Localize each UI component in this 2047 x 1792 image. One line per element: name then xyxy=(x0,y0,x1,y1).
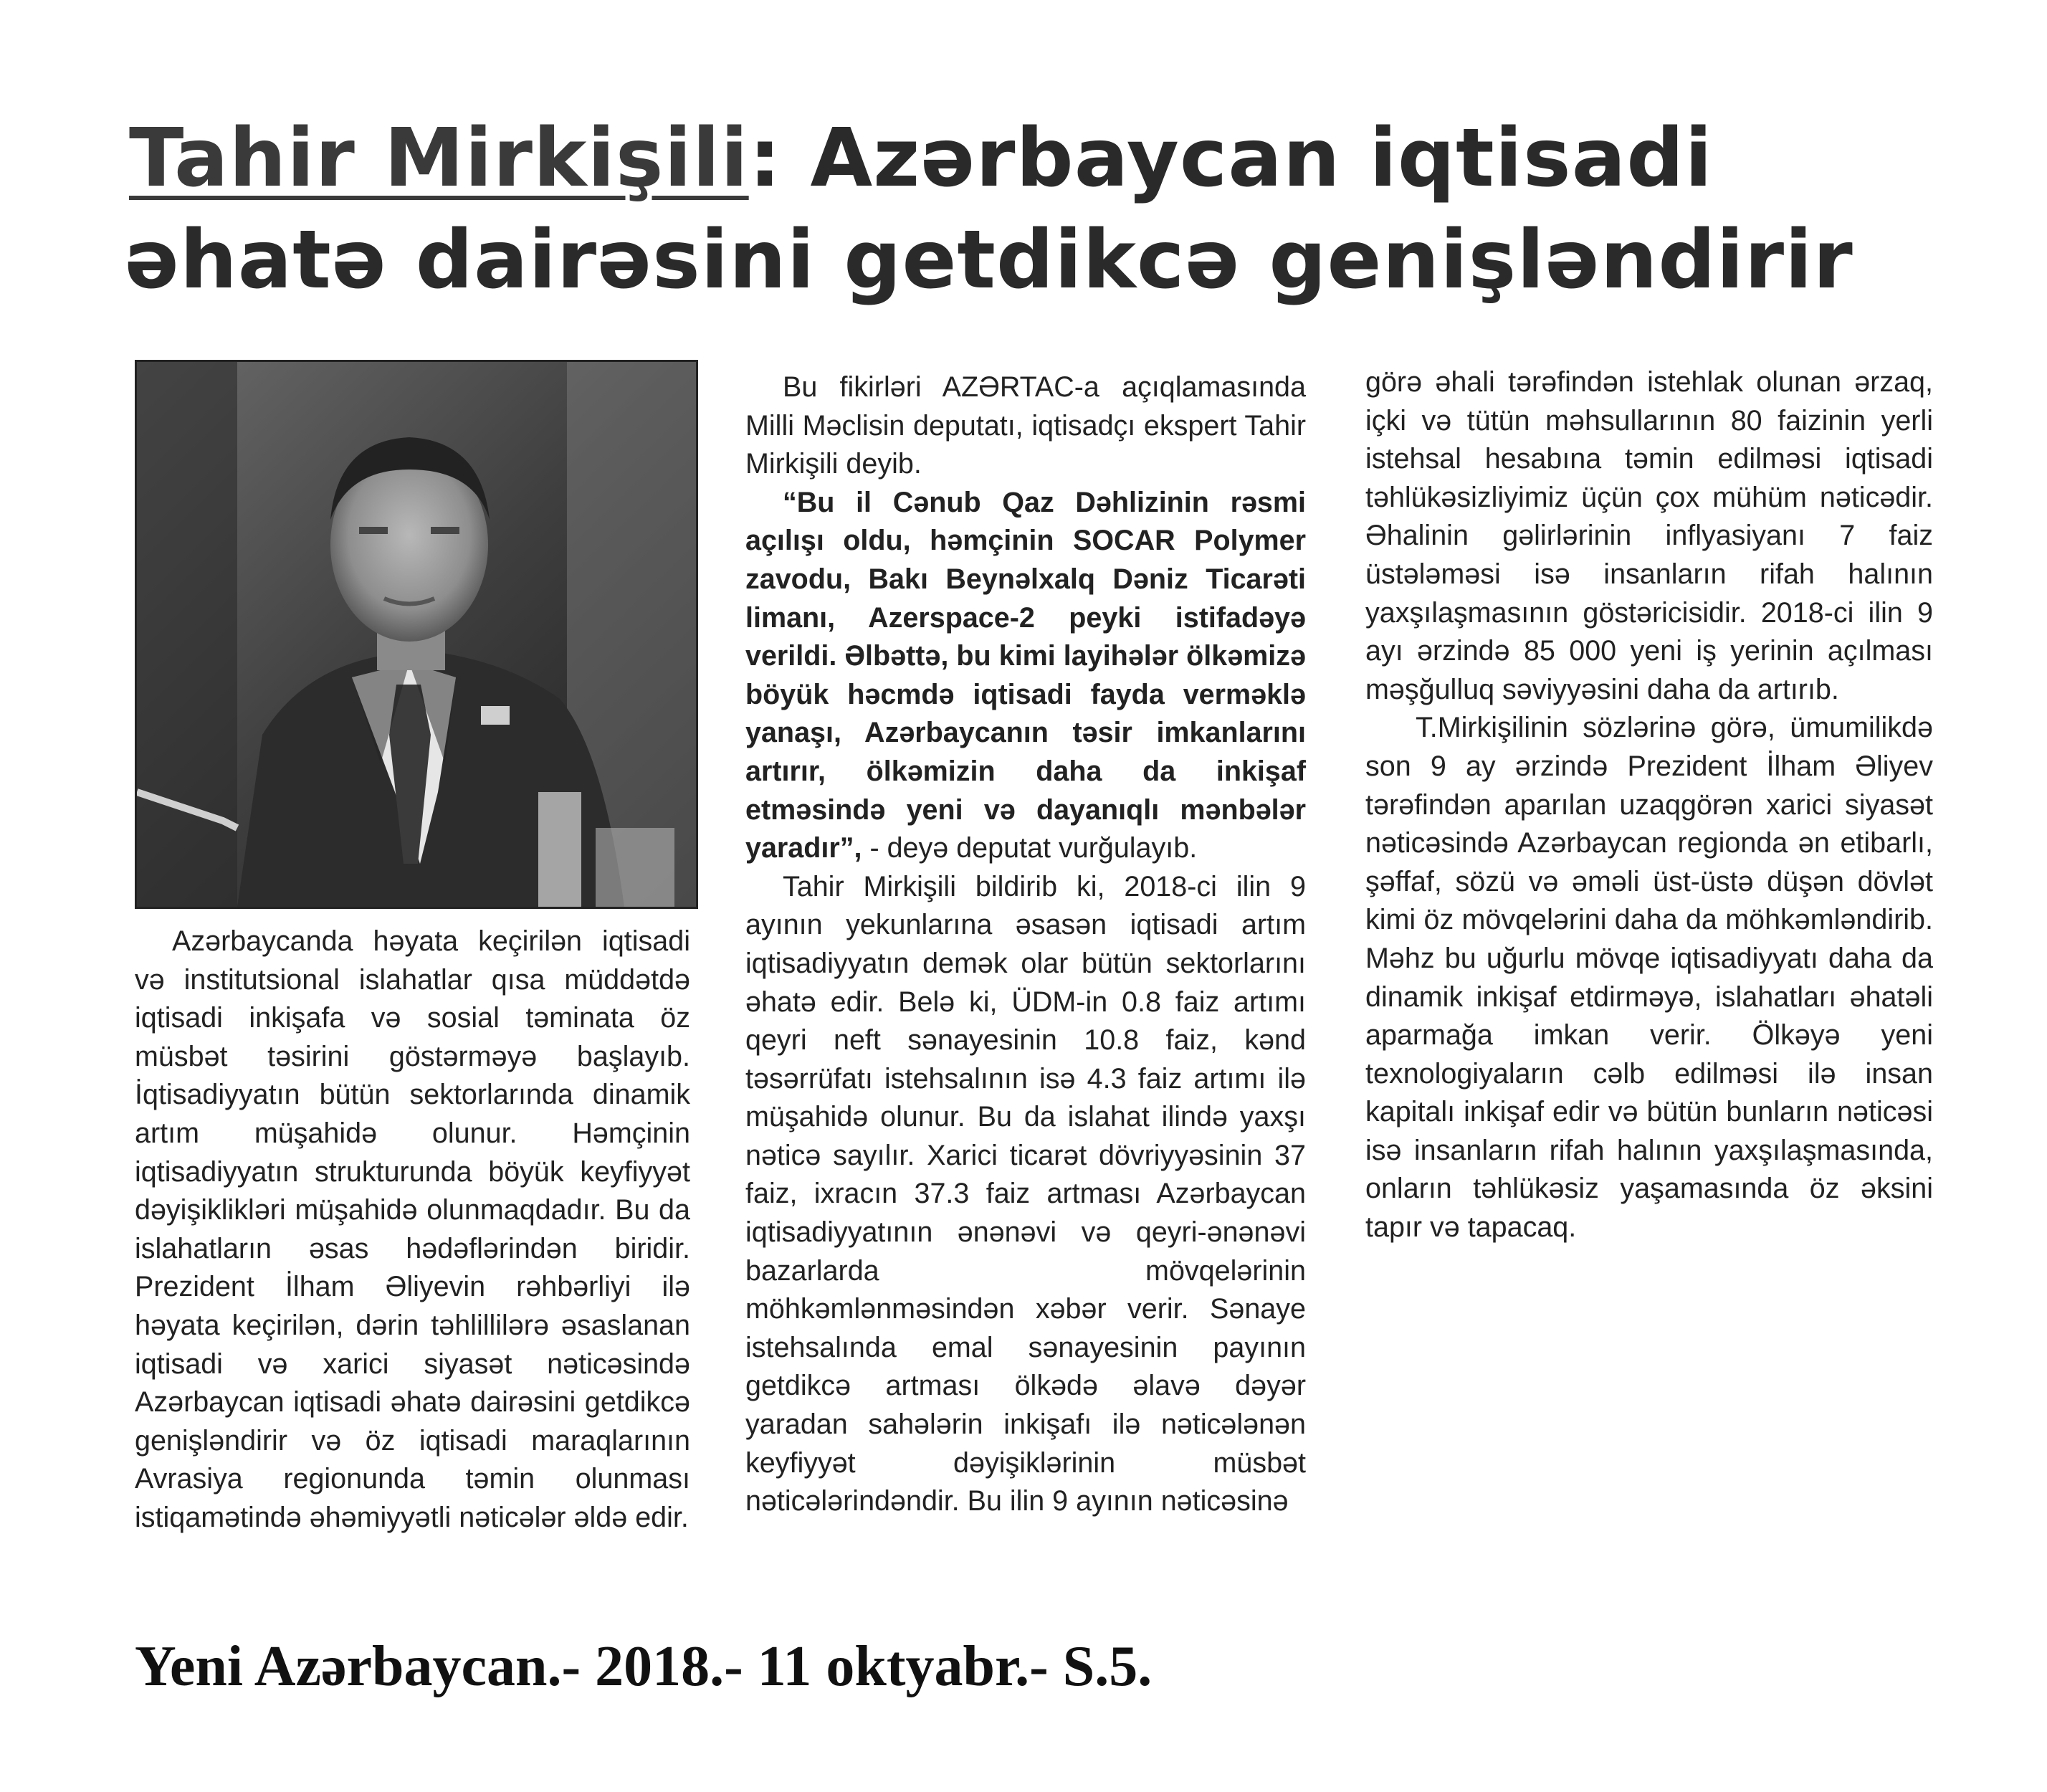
article-photo xyxy=(135,360,698,909)
headline-rest: : Azərbaycan iqtisadi xyxy=(748,112,1713,205)
quote-text: “Bu il Cənub Qaz Dəhlizinin rəsmi açılışı oldu, həmçinin SOCAR Polymer zavodu, Bakı Beynəlxalq Dəniz Ticarəti limanı, Azerspace-2 peyki istifadəyə verildi. Əlbəttə, bu kimi layihələr ölkəmizə böyük həcmdə iqtisadi fayda verməklə yanaşı, Azərbaycanın təsir imkanlarını artırır, ölkəmizin daha da inkişaf etməsində yeni və dayanıqlı mənbələr yaradır”, xyxy=(745,486,1306,864)
body-paragraph: T.Mirkişilinin sözlərinə görə, ümumilikdə son 9 ay ərzində Prezident İlham Əliyev tərəfindən aparılan uzaqgörən xarici siyasət nəticəsində Azərbaycan regionda ən etibarlı, şəffaf, sözü və əməli üst-üstə düşən dövlət kimi öz mövqelərini daha da möhkəmləndirib. Məhz bu uğurlu mövqe iqtisadiyyatı daha da dinamik inkişaf etdirməyə, islahatları əhatəli aparmağa imkan verir. Ölkəyə yeni texnologiyaların cəlb edilməsi ilə insan kapitalı inkişaf edir və bütün bunların nəticəsi isə insanların rifah halının yaxşılaşmasında, onların təhlükəsiz yaşamasında öz əksini tapır və tapacaq. xyxy=(1365,712,1933,1244)
source-citation: Yeni Azərbaycan.- 2018.- 11 oktyabr.- S.5. xyxy=(135,1635,1153,1698)
portrait-image xyxy=(137,362,696,907)
article-column-1 xyxy=(135,923,690,1538)
article-headline xyxy=(125,108,1964,311)
article-column-3 xyxy=(1365,363,1933,1247)
body-paragraph: Azərbaycanda həyata keçirilən iqtisadi və institutsional islahatlar qısa müddətdə iqtisadi inkişafa və sosial təminata öz müsbət təsirini göstərməyə başlayıb. İqtisadiyyatın bütün sektorlarında dinamik artım müşahidə olunur. Həmçinin iqtisadiyyatın strukturunda böyük keyfiyyət dəyişiklikləri müşahidə olunmaqdadır. Bu da islahatların əsas hədəflərindən biridir. Prezident İlham Əliyevin rəhbərliyi ilə həyata keçirilən, dərin təhlillilərə əsaslanan iqtisadi və xarici siyasət nəticəsində Azərbaycan iqtisadi əhatə dairəsini getdikcə genişləndirir və öz iqtisadi maraqlarının Avrasiya regionunda təmin olunması istiqamətində əhəmiyyətli nəticələr əldə edir. xyxy=(135,925,690,1533)
headline-name: Tahir Mirkişili xyxy=(129,112,749,205)
quote-attribution: - deyə deputat vurğulayıb. xyxy=(862,832,1198,864)
article-column-2 xyxy=(745,368,1306,1521)
headline-line2: əhatə dairəsini getdikcə genişləndirir xyxy=(125,214,1853,307)
body-paragraph: Bu fikirləri AZƏRTAC-a açıqlamasında Milli Məclisin deputatı, iqtisadçı ekspert Tahir Mirkişili deyib. xyxy=(745,371,1306,480)
body-paragraph: Tahir Mirkişili bildirib ki, 2018-ci ilin 9 ayının yekunlarına əsasən iqtisadi artım iqtisadiyyatın demək olar bütün sektorlarını əhatə edir. Belə ki, ÜDM-in 0.8 faiz artımı qeyri neft sənayesinin 10.8 faiz, kənd təsərrüfatı istehsalının isə 4.3 faiz artımı ilə müşahidə olunur. Bu da islahat ilində yaxşı nəticə sayılır. Xarici ticarət dövriyyəsinin 37 faiz, ixracın 37.3 faiz artması Azərbaycan iqtisadiyyatının ənənəvi və qeyri-ənənəvi bazarlarda mövqelərinin möhkəmlənməsindən xəbər verir. Sənaye istehsalında emal sənayesinin payının getdikcə artması ölkədə əlavə dəyər yaradan sahələrin inkişafı ilə nəticələnən keyfiyyət dəyişiklərinin müsbət nəticələrindəndir. Bu ilin 9 ayının nəticəsinə xyxy=(745,870,1306,1517)
body-paragraph-continued: görə əhali tərəfindən istehlak olunan ərzaq, içki və tütün məhsullarının 80 faizinin yerli istehsal hesabına təmin edilməsi iqtisadi təhlükəsizliyimiz üçün çox mühüm nəticədir. Əhalinin gəlirlərinin inflyasiyanı 7 faiz üstələməsi isə insanların rifah halının yaxşılaşmasının göstəricisidir. 2018-ci ilin 9 ayı ərzində 85 000 yeni iş yerinin açılması məşğulluq səviyyəsini daha da artırıb. xyxy=(1365,366,1933,705)
quote-paragraph xyxy=(745,484,1306,868)
